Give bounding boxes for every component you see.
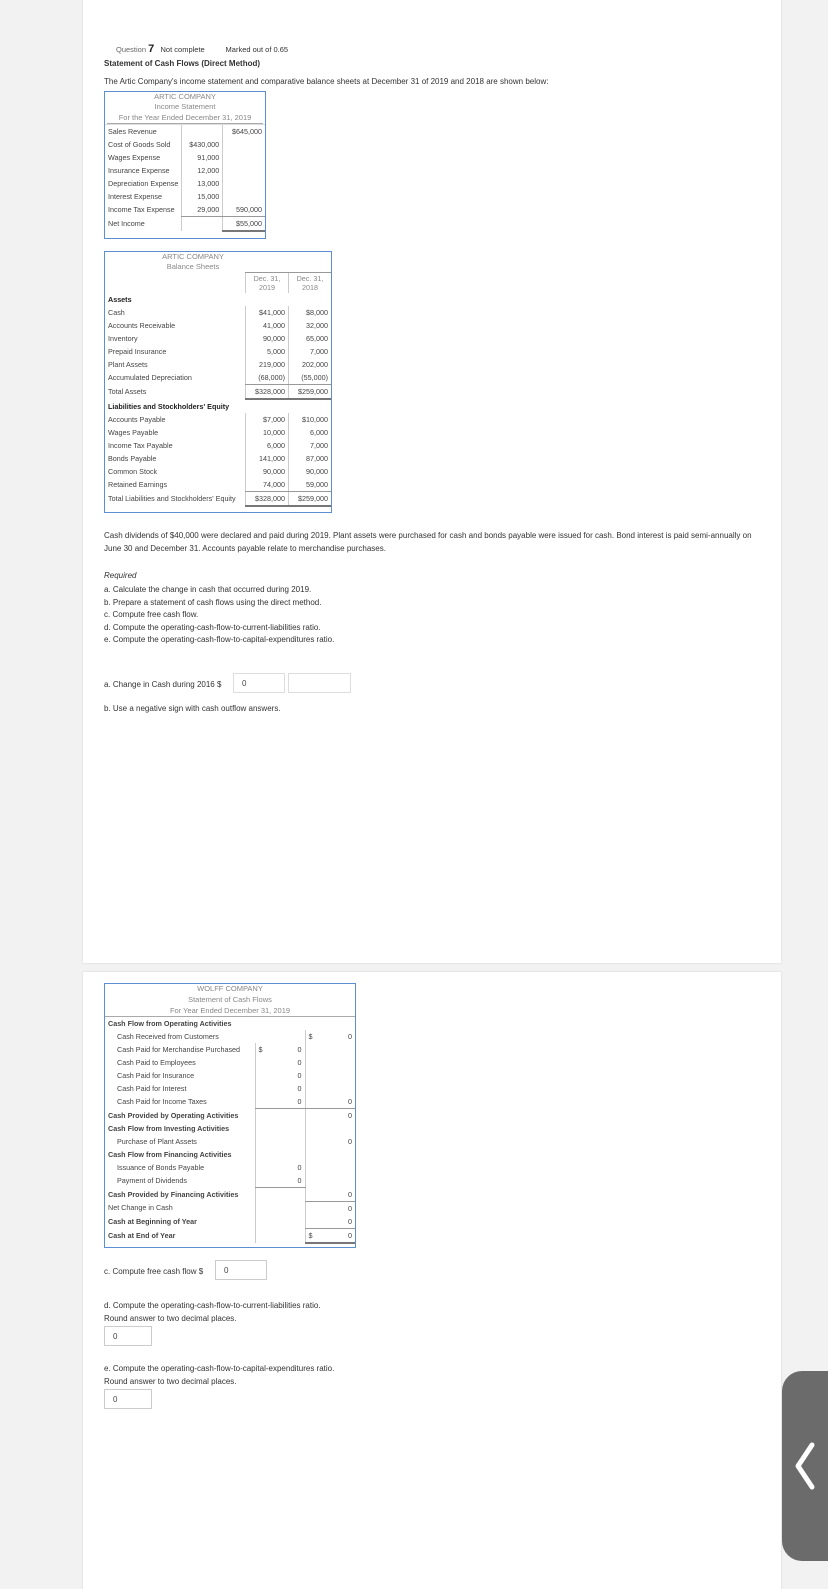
income-col2: $645,000 <box>223 125 265 138</box>
balance-2018: 6,000 <box>289 426 332 439</box>
balance-2018: 7,000 <box>289 345 332 358</box>
balance-2019: 90,000 <box>246 465 289 478</box>
income-title: Income Statement <box>154 102 216 111</box>
balance-label: Income Tax Payable <box>108 441 173 450</box>
income-col1 <box>182 125 223 138</box>
balance-label: Prepaid Insurance <box>108 347 167 356</box>
cf-financing-total-input[interactable]: 0 <box>305 1188 355 1202</box>
balance-2018: 59,000 <box>289 478 332 492</box>
question-intro: The Artic Company's income statement and comparative balance sheets at December 31 of 2019 and 2018 are shown below: <box>104 77 549 86</box>
balance-2019: 41,000 <box>246 319 289 332</box>
balance-2019: 74,000 <box>246 478 289 492</box>
question-title: Statement of Cash Flows (Direct Method) <box>104 59 261 68</box>
income-row <box>105 177 265 190</box>
balance-label: Accumulated Depreciation <box>108 373 192 383</box>
balance-2018: $8,000 <box>289 306 332 319</box>
required-heading: Required <box>104 571 137 580</box>
change-in-cash-input[interactable]: 0 <box>233 673 285 693</box>
cf-paid-employees-input[interactable]: 0 <box>255 1056 305 1069</box>
cf-cash-received-label: Cash Received from Customers <box>117 1032 219 1041</box>
cf-purchase-plant-input[interactable]: 0 <box>305 1135 355 1148</box>
balance-2019: 219,000 <box>246 358 289 371</box>
balance-row <box>105 332 331 345</box>
notes-text: Cash dividends of $40,000 were declared and paid during 2019. Plant assets were purchased for cash and bonds payable were issued for cash. Bond interest is paid semi-annually on June 30 and December 31. Accounts payable relate to merchandise purchases. <box>104 531 752 553</box>
cf-paid-interest-input[interactable]: 0 <box>255 1082 305 1095</box>
required-item: d. Compute the operating-cash-flow-to-current-liabilities ratio. <box>104 622 321 632</box>
balance-row <box>105 345 331 358</box>
balance-table <box>105 272 331 507</box>
balance-company: ARTIC COMPANY <box>162 252 224 261</box>
cf-dollar: $ <box>308 1230 313 1240</box>
balance-row <box>105 319 331 332</box>
balance-row <box>105 465 331 478</box>
back-nav-tab[interactable] <box>782 1371 828 1561</box>
income-label: Insurance Expense <box>108 166 170 175</box>
part-d-label: d. Compute the operating-cash-flow-to-current-liabilities ratio. <box>104 1301 321 1310</box>
cf-purchase-plant-label: Purchase of Plant Assets <box>117 1137 197 1146</box>
chevron-left-icon <box>792 1441 818 1491</box>
cf-paid-employees-label: Cash Paid to Employees <box>117 1058 196 1067</box>
cf-op-subtotal-input[interactable]: 0 <box>305 1095 355 1109</box>
cf-cash-end-label: Cash at End of Year <box>108 1230 176 1240</box>
part-b-instruction: b. Use a negative sign with cash outflow answers. <box>104 704 281 713</box>
balance-2019: $328,000 <box>246 492 289 507</box>
income-col2 <box>223 190 265 203</box>
required-item: b. Prepare a statement of cash flows using the direct method. <box>104 597 322 607</box>
cf-cash-received-input[interactable]: 0 <box>348 1032 352 1041</box>
part-a-label: a. Change in Cash during 2016 $ <box>104 680 222 689</box>
question-marks: Marked out of 0.65 <box>225 45 289 54</box>
income-label: Depreciation Expense <box>108 179 179 188</box>
cf-paid-merch-label: Cash Paid for Merchandise Purchased <box>117 1045 241 1054</box>
income-row <box>105 138 265 151</box>
income-col1: $430,000 <box>182 138 223 151</box>
cf-investing-heading: Cash Flow from Investing Activities <box>108 1124 230 1133</box>
part-c-label: c. Compute free cash flow $ <box>104 1267 204 1276</box>
income-table <box>105 125 265 232</box>
cf-net-change-label: Net Change in Cash <box>108 1203 173 1213</box>
income-row <box>105 151 265 164</box>
income-label: Income Tax Expense <box>108 205 175 215</box>
required-item: e. Compute the operating-cash-flow-to-capital-expenditures ratio. <box>104 635 335 645</box>
income-col2: $55,000 <box>223 217 265 232</box>
income-col1: 12,000 <box>182 164 223 177</box>
cf-operating-heading: Cash Flow from Operating Activities <box>108 1019 232 1028</box>
balance-title: Balance Sheets <box>166 262 220 271</box>
income-label: Interest Expense <box>108 192 162 201</box>
balance-row <box>105 413 331 426</box>
liabilities-heading: Liabilities and Stockholders' Equity <box>108 401 230 411</box>
cf-cash-begin-label: Cash at Beginning of Year <box>108 1216 197 1226</box>
income-col1: 91,000 <box>182 151 223 164</box>
cf-company: WOLFF COMPANY <box>197 984 263 993</box>
balance-label: Cash <box>108 308 125 317</box>
balance-2019: 5,000 <box>246 345 289 358</box>
balance-2019: $7,000 <box>246 413 289 426</box>
balance-col-2018: Dec. 31, 2018 <box>289 273 332 294</box>
cf-payment-dividends-label: Payment of Dividends <box>117 1176 187 1186</box>
cf-issuance-bonds-input[interactable]: 0 <box>255 1161 305 1174</box>
income-label: Sales Revenue <box>108 127 157 136</box>
cf-financing-heading: Cash Flow from Financing Activities <box>108 1150 232 1159</box>
balance-2018: $10,000 <box>289 413 332 426</box>
income-col1: 15,000 <box>182 190 223 203</box>
balance-2019: (68,000) <box>246 371 289 385</box>
income-label: Wages Expense <box>108 153 161 162</box>
balance-row <box>105 385 331 400</box>
cf-cash-end-input[interactable]: 0 <box>348 1230 352 1240</box>
balance-row <box>105 492 331 507</box>
required-item: a. Calculate the change in cash that occurred during 2019. <box>104 585 312 594</box>
income-col1: 29,000 <box>182 203 223 217</box>
balance-sheet <box>104 251 332 513</box>
balance-row <box>105 452 331 465</box>
capital-expenditures-ratio-input[interactable]: 0 <box>104 1389 152 1409</box>
balance-row <box>105 426 331 439</box>
balance-2018: 90,000 <box>289 465 332 478</box>
balance-row <box>105 478 331 492</box>
balance-label: Total Liabilities and Stockholders' Equity <box>108 494 236 504</box>
income-row <box>105 203 265 217</box>
income-row <box>105 217 265 232</box>
balance-2018: 87,000 <box>289 452 332 465</box>
cf-table <box>105 1017 355 1244</box>
balance-2019: 10,000 <box>246 426 289 439</box>
income-col2 <box>223 177 265 190</box>
balance-label: Inventory <box>108 334 138 343</box>
income-col2 <box>223 164 265 177</box>
balance-2018: 202,000 <box>289 358 332 371</box>
balance-label: Bonds Payable <box>108 454 157 463</box>
balance-label: Total Assets <box>108 387 147 397</box>
balance-row <box>105 306 331 319</box>
balance-2018: 65,000 <box>289 332 332 345</box>
income-period: For the Year Ended December 31, 2019 <box>107 112 263 124</box>
income-label: Cost of Goods Sold <box>108 140 171 149</box>
assets-heading: Assets <box>108 295 132 304</box>
balance-label: Accounts Payable <box>108 415 166 424</box>
income-col1 <box>182 217 223 232</box>
balance-row <box>105 439 331 452</box>
cf-paid-merch-input[interactable]: 0 <box>297 1045 302 1054</box>
change-in-cash-select[interactable] <box>288 673 351 693</box>
part-e-label: e. Compute the operating-cash-flow-to-capital-expenditures ratio. <box>104 1364 335 1373</box>
required-item: c. Compute free cash flow. <box>104 610 199 620</box>
part-e-note: Round answer to two decimal places. <box>104 1377 237 1386</box>
income-col2 <box>223 138 265 151</box>
question-header <box>116 43 288 55</box>
cf-operating-total-label: Cash Provided by Operating Activities <box>108 1110 239 1120</box>
question-label: Question <box>116 45 147 54</box>
balance-2018: $259,000 <box>289 385 332 400</box>
cf-dollar: $ <box>258 1045 263 1054</box>
balance-2018: 32,000 <box>289 319 332 332</box>
cf-period: For Year Ended December 31, 2019 <box>169 1006 291 1015</box>
income-company: ARTIC COMPANY <box>154 92 216 101</box>
income-col2: 590,000 <box>223 203 265 217</box>
balance-2018: $259,000 <box>289 492 332 507</box>
balance-label: Accounts Receivable <box>108 321 176 330</box>
balance-label: Retained Earnings <box>108 480 168 490</box>
balance-2019: 90,000 <box>246 332 289 345</box>
cf-cash-begin-input[interactable]: 0 <box>305 1215 355 1229</box>
balance-2019: $328,000 <box>246 385 289 400</box>
income-row <box>105 164 265 177</box>
income-col2 <box>223 151 265 164</box>
cf-dollar: $ <box>308 1032 313 1041</box>
question-panel <box>83 0 781 963</box>
cf-paid-taxes-input[interactable]: 0 <box>255 1095 305 1109</box>
income-col1: 13,000 <box>182 177 223 190</box>
free-cash-flow-input[interactable]: 0 <box>215 1260 267 1280</box>
balance-2018: (55,000) <box>289 371 332 385</box>
cf-net-change-input[interactable]: 0 <box>305 1201 355 1215</box>
balance-2019: $41,000 <box>246 306 289 319</box>
balance-label: Common Stock <box>108 467 158 476</box>
cf-payment-dividends-input[interactable]: 0 <box>255 1174 305 1188</box>
balance-col-2019: Dec. 31, 2019 <box>246 273 289 294</box>
cf-paid-taxes-label: Cash Paid for Income Taxes <box>117 1097 207 1107</box>
income-row <box>105 190 265 203</box>
cf-paid-interest-label: Cash Paid for Interest <box>117 1084 187 1093</box>
balance-2019: 6,000 <box>246 439 289 452</box>
question-status: Not complete <box>160 45 205 54</box>
answer-panel <box>83 972 781 1589</box>
required-list <box>104 584 334 647</box>
cf-title: Statement of Cash Flows <box>188 995 272 1004</box>
cf-financing-total-label: Cash Provided by Financing Activities <box>108 1189 239 1199</box>
balance-2018: 7,000 <box>289 439 332 452</box>
cf-paid-insurance-label: Cash Paid for Insurance <box>117 1071 195 1080</box>
income-row <box>105 125 265 138</box>
balance-row <box>105 371 331 385</box>
balance-row <box>105 358 331 371</box>
balance-2019: 141,000 <box>246 452 289 465</box>
cf-paid-insurance-input[interactable]: 0 <box>255 1069 305 1082</box>
balance-label: Plant Assets <box>108 360 148 369</box>
question-number: 7 <box>148 43 155 55</box>
income-statement <box>104 91 266 239</box>
income-label: Net Income <box>108 219 145 229</box>
cash-flow-statement <box>104 983 356 1248</box>
cf-operating-total-input[interactable]: 0 <box>305 1109 355 1123</box>
cf-issuance-bonds-label: Issuance of Bonds Payable <box>117 1163 205 1172</box>
balance-label: Wages Payable <box>108 428 159 437</box>
part-d-note: Round answer to two decimal places. <box>104 1314 237 1323</box>
current-liabilities-ratio-input[interactable]: 0 <box>104 1326 152 1346</box>
